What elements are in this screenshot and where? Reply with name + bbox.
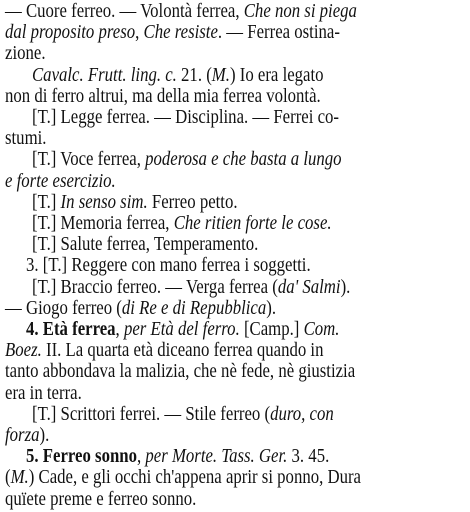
text-line bbox=[5, 489, 401, 511]
text-segment: 21. ( bbox=[176, 64, 212, 86]
text-segment: M. bbox=[211, 64, 230, 86]
text-segment: [T.] bbox=[32, 191, 61, 213]
text-line bbox=[26, 319, 422, 341]
text-segment: , bbox=[135, 22, 144, 44]
text-segment: e forte esercizio. bbox=[5, 170, 116, 192]
text-line bbox=[26, 446, 422, 468]
text-segment: per Morte. Tass. Ger. bbox=[145, 446, 288, 468]
text-line bbox=[5, 43, 401, 65]
text-segment: 3. 45. bbox=[287, 446, 330, 468]
text-segment: ) Cade, e gli occhi ch'appena aprir si ponno, Dura bbox=[28, 467, 362, 489]
text-segment: Ferreo petto. bbox=[147, 191, 238, 213]
text-segment: ). bbox=[39, 425, 50, 446]
text-line bbox=[5, 86, 401, 108]
text-segment: quïete preme e ferreo sonno. bbox=[5, 488, 197, 510]
text-segment: poderosa e che basta a lungo bbox=[145, 149, 342, 171]
text-segment: [T.] Legge ferrea. — Disciplina. — Ferrei co- bbox=[32, 107, 340, 128]
text-segment: [T.] Salute ferrea, Temperamento. bbox=[32, 234, 259, 256]
text-line bbox=[32, 213, 428, 235]
text-line bbox=[5, 340, 401, 362]
text-segment: , bbox=[115, 319, 124, 340]
text-segment: da' Salmi bbox=[277, 276, 341, 298]
text-line bbox=[5, 128, 401, 150]
sense-heading: 4. Età ferrea bbox=[26, 319, 116, 340]
text-segment: M. bbox=[10, 467, 29, 489]
text-segment: In senso sim. bbox=[60, 191, 148, 213]
text-line bbox=[26, 255, 422, 277]
text-segment: Che ritien forte le cose. bbox=[173, 213, 332, 234]
text-line bbox=[32, 277, 428, 299]
text-line bbox=[32, 234, 428, 256]
text-line bbox=[32, 404, 428, 426]
text-segment: di Re e di Repubblica bbox=[121, 297, 267, 319]
text-segment: II. La quarta età diceano ferrea quando in bbox=[41, 340, 324, 362]
text-segment: ). bbox=[266, 297, 277, 319]
text-segment: [T.] Memoria ferrea, bbox=[32, 213, 174, 234]
text-segment: [Camp.] bbox=[239, 319, 304, 340]
text-segment: Boez. bbox=[5, 340, 42, 362]
text-line bbox=[5, 361, 401, 383]
text-line bbox=[5, 298, 401, 320]
text-segment: Cavalc. Frutt. ling. c. bbox=[32, 64, 177, 86]
text-segment: non di ferro altrui, ma della mia ferrea volontà. bbox=[5, 85, 321, 107]
sense-heading: 5. Ferreo sonno bbox=[26, 446, 138, 468]
text-segment: era in terra. bbox=[5, 382, 82, 404]
text-segment: [T.] Voce ferrea, bbox=[32, 149, 146, 171]
text-segment: per Età del ferro. bbox=[123, 319, 240, 340]
text-segment: — Giogo ferreo ( bbox=[5, 297, 122, 319]
text-line bbox=[5, 1, 401, 23]
text-segment: , bbox=[137, 446, 146, 468]
text-line bbox=[5, 425, 401, 447]
text-segment: ). bbox=[340, 276, 351, 298]
text-line bbox=[32, 149, 428, 171]
text-segment: 3. [T.] Reggere con mano ferrea i soggetti. bbox=[26, 255, 311, 277]
text-segment: tanto abbondava la malizia, che nè fede, nè giustizia bbox=[5, 361, 356, 383]
text-line bbox=[32, 65, 428, 87]
text-segment: [T.] Braccio ferreo. — Verga ferrea ( bbox=[32, 276, 278, 298]
text-segment: Com. bbox=[303, 319, 340, 340]
text-segment: [T.] Scrittori ferrei. — Stile ferreo ( bbox=[32, 403, 271, 425]
text-line bbox=[5, 22, 401, 44]
text-segment: duro, con bbox=[270, 403, 334, 425]
text-segment: ( bbox=[5, 467, 11, 489]
text-line bbox=[5, 467, 401, 489]
text-segment: forza bbox=[5, 425, 40, 446]
text-segment: — Cuore ferreo. — Volontà ferrea, bbox=[5, 1, 244, 22]
text-segment: ) Io era legato bbox=[229, 64, 324, 86]
text-segment: zione. bbox=[5, 43, 46, 65]
text-line bbox=[32, 107, 428, 129]
text-segment: . — Ferrea ostina- bbox=[217, 22, 340, 44]
text-segment: stumi. bbox=[5, 128, 47, 150]
text-segment: Che non si piega bbox=[243, 1, 357, 22]
text-line bbox=[5, 383, 401, 405]
text-segment: dal proposito preso bbox=[5, 22, 136, 44]
text-segment: Che resiste bbox=[143, 22, 218, 44]
text-line bbox=[32, 192, 428, 214]
text-line bbox=[5, 171, 401, 193]
